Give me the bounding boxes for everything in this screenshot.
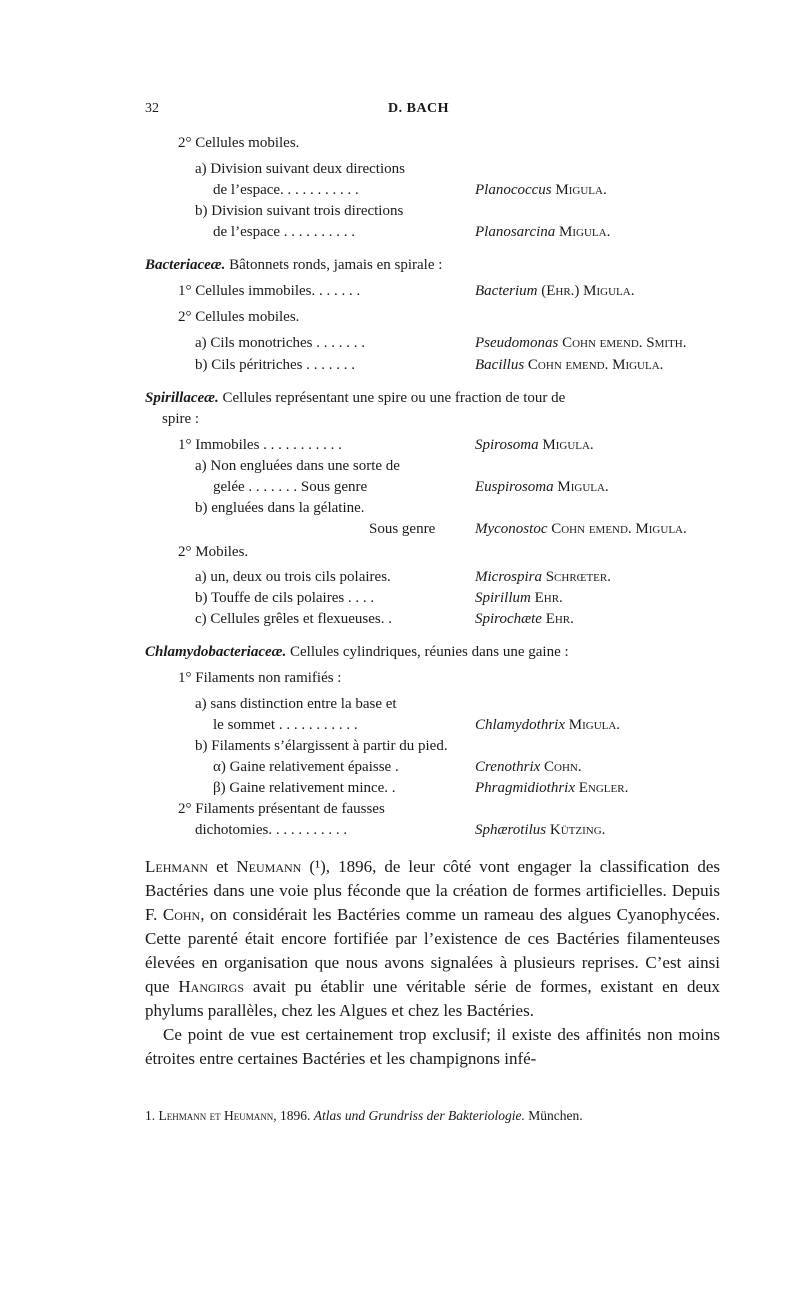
key-genus (475, 610, 574, 628)
key-line: α) Gaine relativement épaisse . (213, 759, 399, 775)
author-name: Migula. (542, 437, 594, 453)
key-line: b) Filaments s’élargissent à partir du pied. (195, 738, 448, 754)
family-name: Chlamydobacteriaceæ. (145, 644, 287, 660)
key-genus (475, 334, 686, 352)
key-line: 1° Filaments non ramifiés : (178, 670, 342, 686)
author-name: Cohn (162, 905, 201, 924)
page-number: 32 (145, 101, 159, 116)
text-fragment: avait pu établir une véritable série de formes, existant en deux phylums parallèles, chez les Algues et chez les Bactéries. (145, 977, 721, 1020)
footnote-ref: (¹), (301, 857, 339, 876)
genus-name: Sphærotilus (475, 822, 547, 838)
family-desc: Bâtonnets ronds, jamais en spirale : (225, 257, 443, 273)
genus-name: Spirillum (475, 590, 531, 606)
family-name: Spirillaceæ. (145, 390, 219, 406)
key-line: gelée . . . . . . . Sous genre (213, 479, 368, 495)
paragraph (145, 855, 720, 1023)
key-line: 2° Mobiles. (178, 544, 249, 560)
footnote-place: München. (524, 1108, 583, 1123)
key-line: b) engluées dans la gélatine. (195, 500, 365, 516)
key-line: b) Division suivant trois directions (195, 203, 404, 219)
key-genus (475, 282, 634, 300)
genus-name: Chlamydothrix (475, 717, 565, 733)
key-line: β) Gaine relativement mince. . (213, 780, 396, 796)
author-name: Migula. (568, 717, 621, 733)
key-line: dichotomies. . . . . . . . . . . (195, 822, 348, 838)
author-name: Migula. (557, 479, 609, 495)
key-genus (475, 181, 607, 199)
text-fragment: 1896, de leur côté vont engager la classification des Bactéries dans une voie plus féconde que la création de formes artificielles. Depuis F. (145, 857, 720, 924)
footnote-title: Atlas und Grundriss der Bakteriologie. (313, 1108, 525, 1123)
author-name: Migula. (559, 224, 611, 240)
key-line: le sommet . . . . . . . . . . . (213, 717, 358, 733)
text-fragment: et (208, 857, 237, 876)
key-genus (475, 716, 620, 734)
author-name: Neumann (236, 857, 302, 876)
key-line: a) un, deux ou trois cils polaires. (195, 569, 391, 585)
footnote-number: 1. (145, 1108, 159, 1123)
key-line: Sous genre (369, 521, 436, 537)
key-genus (475, 223, 610, 241)
key-line: 1° Cellules immobiles. . . . . . . (178, 283, 361, 299)
genus-name: Pseudomonas (475, 335, 559, 351)
key-line: a) sans distinction entre la base et (195, 696, 397, 712)
key-line: 1° Immobiles . . . . . . . . . . . (178, 437, 342, 453)
key-line: 2° Filaments présentant de fausses (178, 801, 385, 817)
author-name: Cohn emend. Migula. (551, 521, 687, 537)
author-name: Hangirgs (178, 977, 244, 996)
author-name: Lehmann (145, 857, 209, 876)
author-name: Ehr. (534, 590, 563, 606)
key-line: 2° Cellules mobiles. (178, 309, 300, 325)
key-genus (475, 779, 628, 797)
running-title: D. BACH (388, 101, 450, 116)
footnote-year: , 1896. (273, 1108, 314, 1123)
author-name: Ehr. (545, 611, 574, 627)
family-heading (145, 256, 442, 274)
author-name: Cohn emend. Smith. (562, 335, 687, 351)
paragraph: Ce point de vue est certainement trop exclusif; il existe des affinités non moins étroites entre certaines Bactéries et les champignons infé- (145, 1025, 720, 1068)
key-genus (475, 478, 609, 496)
family-heading (145, 643, 569, 661)
key-line: a) Non engluées dans une sorte de (195, 458, 400, 474)
key-genus (475, 520, 687, 538)
author-name: Migula. (555, 182, 607, 198)
author-name: Kützing. (549, 822, 606, 838)
author-name: Cohn. (544, 759, 582, 775)
key-line: 2° Cellules mobiles. (178, 135, 300, 151)
key-genus (475, 589, 563, 607)
key-line: spire : (162, 411, 200, 427)
genus-name: Spirosoma (475, 437, 539, 453)
key-genus (475, 356, 663, 374)
key-line: b) Cils péritriches . . . . . . . (195, 357, 355, 373)
key-genus (475, 821, 605, 839)
genus-name: Spirochæte (475, 611, 542, 627)
body-text (145, 855, 720, 1071)
key-genus (475, 758, 582, 776)
key-line: c) Cellules grêles et flexueuses. . (195, 611, 393, 627)
key-genus (475, 568, 611, 586)
genus-name: Crenothrix (475, 759, 541, 775)
text-fragment: , on considérait les Bactéries comme un rameau des algues Cyanophycées. Cette parenté était encore fortifiée par l’existence de ces Bactéries filamenteuses élevées en organisation que nous avons signalées à plusieurs reprises. C’est ainsi que (145, 905, 720, 996)
key-line: de l’espace. . . . . . . . . . . (213, 182, 359, 198)
footnote (145, 1108, 583, 1124)
key-line: a) Cils monotriches . . . . . . . (195, 335, 365, 351)
author-name: Schrœter. (545, 569, 611, 585)
key-line: a) Division suivant deux directions (195, 161, 405, 177)
genus-name: Microspira (475, 569, 542, 585)
genus-name: Euspirosoma (475, 479, 554, 495)
genus-name: Myconostoc (475, 521, 548, 537)
footnote-authors: Lehmann et Heumann (158, 1108, 274, 1123)
genus-name: Bacterium (475, 283, 538, 299)
author-name: Engler. (578, 780, 629, 796)
family-desc: Cellules représentant une spire ou une fraction de tour de (218, 390, 566, 406)
family-name: Bacteriaceæ. (145, 257, 226, 273)
key-line: b) Touffe de cils polaires . . . . (195, 590, 375, 606)
genus-name: Bacillus (475, 357, 525, 373)
genus-name: Planococcus (475, 182, 552, 198)
key-line: de l’espace . . . . . . . . . . (213, 224, 356, 240)
genus-name: Phragmidiothrix (475, 780, 575, 796)
author-name: Cohn emend. Migula. (527, 357, 664, 373)
author-name: (Ehr.) Migula. (541, 283, 635, 299)
key-genus (475, 436, 594, 454)
family-desc: Cellules cylindriques, réunies dans une gaine : (286, 644, 569, 660)
genus-name: Planosarcina (475, 224, 556, 240)
family-heading (145, 389, 565, 407)
